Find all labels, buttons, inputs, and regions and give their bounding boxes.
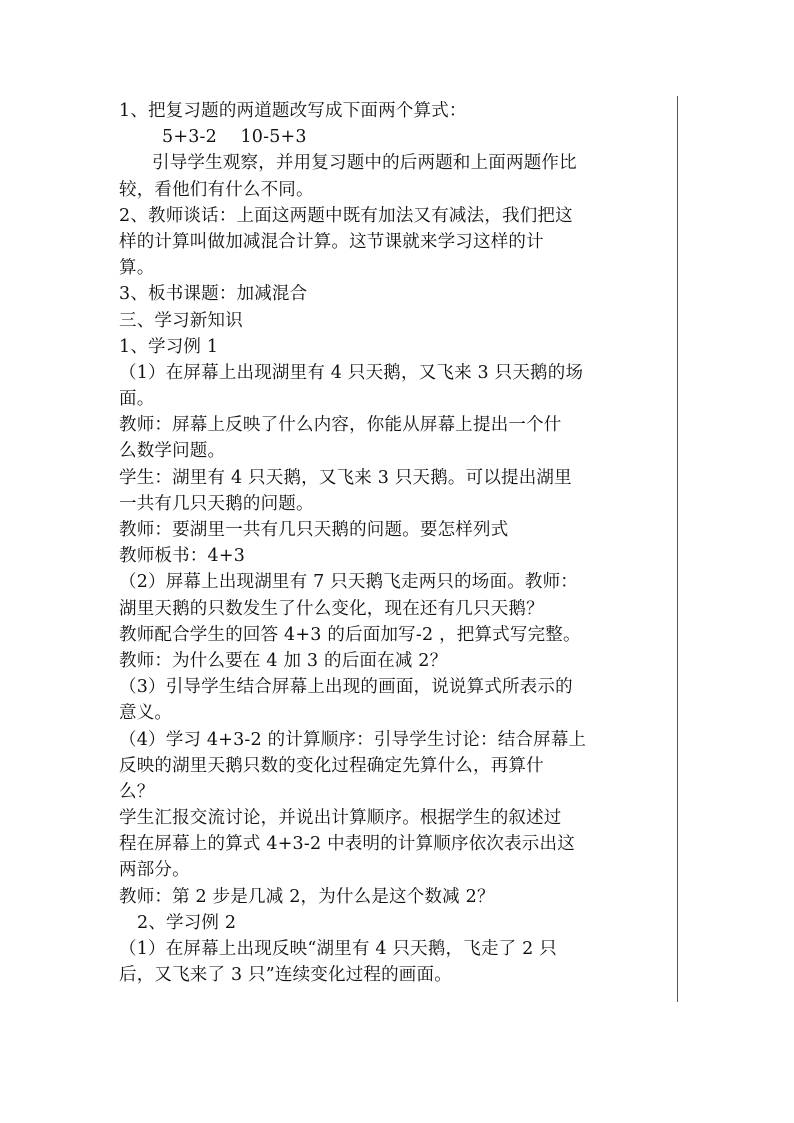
text-line: （4）学习 4+3-2 的计算顺序：引导学生讨论：结合屏幕上 xyxy=(119,729,587,750)
text-line: 后，又飞来了 3 只”连续变化过程的画面。 xyxy=(119,965,452,986)
document-body xyxy=(119,98,671,988)
text-line: 么数学问题。 xyxy=(119,441,226,462)
text-line: 面。 xyxy=(119,389,155,410)
text-line: 5+3-2 10-5+3 xyxy=(162,127,307,148)
text-line: 教师：第 2 步是几减 2，为什么是这个数减 2？ xyxy=(119,886,495,907)
text-line: 教师：屏幕上反映了什么内容，你能从屏幕上提出一个什 xyxy=(119,415,562,436)
text-line: 2、学习例 2 xyxy=(137,912,237,933)
text-line: 学生：湖里有 4 只天鹅，又飞来 3 只天鹅。可以提出湖里 xyxy=(119,467,572,488)
text-line: 么？ xyxy=(119,781,155,802)
text-line: 意义。 xyxy=(119,703,173,724)
text-line: 教师：为什么要在 4 加 3 的后面在减 2？ xyxy=(119,650,448,671)
text-line: 引导学生观察，并用复习题中的后两题和上面两题作比 xyxy=(152,153,577,174)
text-line: 较，看他们有什么不同。 xyxy=(119,179,314,200)
text-line: 教师板书：4+3 xyxy=(119,546,246,567)
text-line: （1）在屏幕上出现反映“湖里有 4 只天鹅，飞走了 2 只 xyxy=(119,939,557,959)
text-line: 程在屏幕上的算式 4+3-2 中表明的计算顺序依次表示出这 xyxy=(119,834,575,855)
text-line: 三、学习新知识 xyxy=(119,310,243,331)
text-line: 1、把复习题的两道题改写成下面两个算式： xyxy=(119,101,467,121)
text-line: 样的计算叫做加减混合计算。这节课就来学习这样的计 xyxy=(119,231,544,252)
text-line: 学生汇报交流讨论，并说出计算顺序。根据学生的叙述过 xyxy=(119,808,562,829)
text-line: 一共有几只天鹅的问题。 xyxy=(119,493,314,514)
table-border-line xyxy=(677,96,678,1002)
text-line: （1）在屏幕上出现湖里有 4 只天鹅，又飞来 3 只天鹅的场 xyxy=(119,362,584,383)
text-line: （3）引导学生结合屏幕上出现的画面，说说算式所表示的 xyxy=(119,677,573,698)
text-line: 湖里天鹅的只数发生了什么变化，现在还有几只天鹅？ xyxy=(119,598,544,619)
text-line: 3、板书课题：加减混合 xyxy=(119,284,308,305)
text-line: 教师配合学生的回答 4+3 的后面加写-2 ，把算式写完整。 xyxy=(119,624,581,645)
text-line: （2）屏幕上出现湖里有 7 只天鹅飞走两只的场面。教师： xyxy=(119,572,578,593)
text-line: 反映的湖里天鹅只数的变化过程确定先算什么，再算什 xyxy=(119,755,544,776)
text-line: 算。 xyxy=(119,258,155,279)
text-line: 2、教师谈话：上面这两题中既有加法又有减法，我们把这 xyxy=(119,205,573,226)
text-line: 1、学习例 1 xyxy=(119,336,219,357)
text-line: 教师：要湖里一共有几只天鹅的问题。要怎样列式 xyxy=(119,520,509,540)
text-line: 两部分。 xyxy=(119,860,190,881)
